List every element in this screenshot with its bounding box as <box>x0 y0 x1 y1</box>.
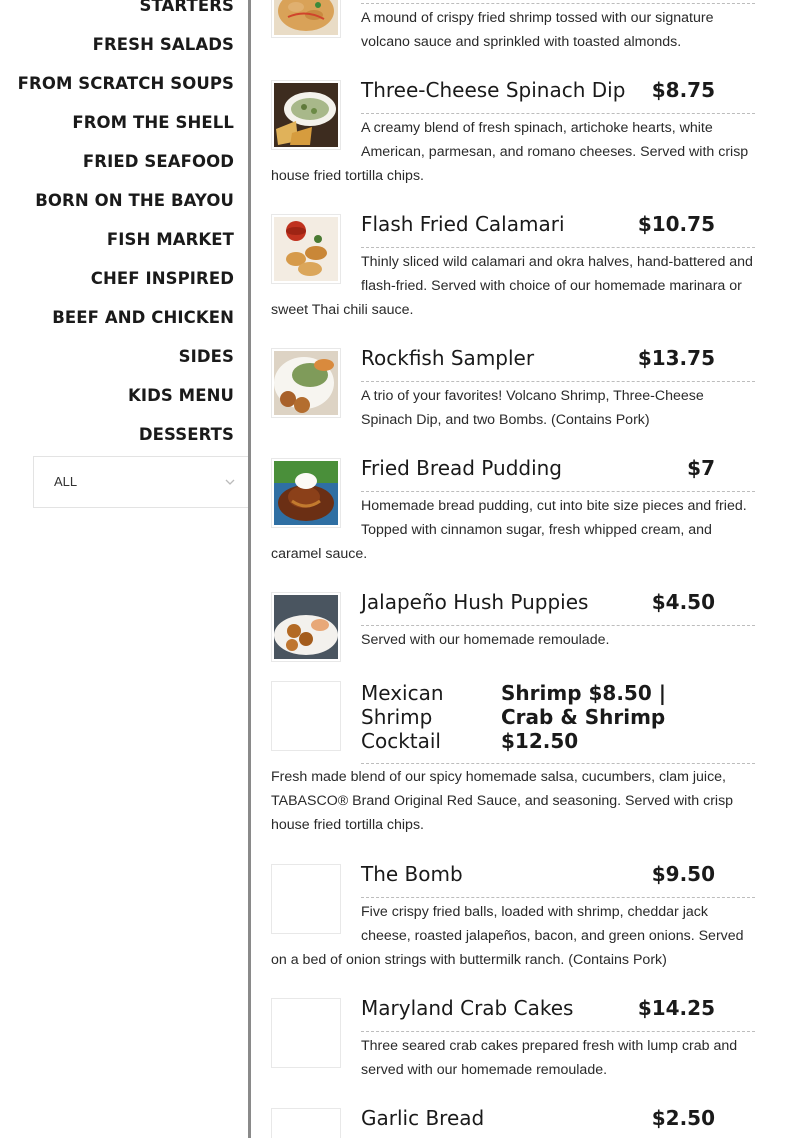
category-fish-market[interactable]: FISH MARKET <box>106 230 234 249</box>
item-price: $4.50 <box>651 590 715 614</box>
item-description: Five crispy fried balls, loaded with shrimp, cheddar jack cheese, roasted jalapeños, bacon, and green onions. Served on a bed of onion strings with buttermilk ranch. (Contains Pork) <box>271 904 744 968</box>
item-description: Thinly sliced wild calamari and okra halves, hand-battered and flash-fried. Served with choice of our homemade marinara or sweet Thai chili sauce. <box>271 254 753 318</box>
menu-item <box>271 348 755 444</box>
item-photo <box>271 681 341 751</box>
item-name: Jalapeño Hush Puppies <box>361 590 589 614</box>
menu-item <box>271 458 755 578</box>
category-from-the-shell[interactable]: FROM THE SHELL <box>72 113 234 132</box>
category-starters[interactable]: STARTERS <box>139 0 234 15</box>
item-price: $13.75 <box>637 346 715 370</box>
item-price: $14.25 <box>637 996 715 1020</box>
category-fried-seafood[interactable]: FRIED SEAFOOD <box>82 152 234 171</box>
item-name: Three-Cheese Spinach Dip <box>361 78 626 102</box>
item-name: Rockfish Sampler <box>361 346 535 370</box>
menu-item <box>271 80 755 200</box>
item-divider <box>361 3 755 4</box>
item-price: Shrimp $8.50 | Crab & Shrimp $12.50 <box>501 681 667 753</box>
category-kids-menu[interactable]: KIDS MENU <box>127 386 234 405</box>
item-name: Mexican Shrimp Cocktail <box>361 681 444 753</box>
item-divider <box>361 113 755 114</box>
sidebar-divider <box>248 0 251 1138</box>
item-description: A mound of crispy fried shrimp tossed with our signature volcano sauce and sprinkled with toasted almonds. <box>361 10 714 50</box>
item-price: $9.50 <box>651 862 715 886</box>
category-filter-value: ALL <box>54 474 78 489</box>
item-description: Fresh made blend of our spicy homemade salsa, cucumbers, clam juice, TABASCO® Brand Original Red Sauce, and seasoning. Served with crisp house fried tortilla chips. <box>271 769 734 833</box>
category-chef-inspired[interactable]: CHEF INSPIRED <box>90 269 234 288</box>
item-name: Garlic Bread <box>361 1108 485 1130</box>
category-beef-chicken[interactable]: BEEF AND CHICKEN <box>52 308 234 327</box>
item-divider <box>361 381 755 382</box>
category-filter-select[interactable] <box>33 456 249 508</box>
category-soups[interactable]: FROM SCRATCH SOUPS <box>17 74 234 93</box>
item-price: $2.50 <box>651 1108 715 1130</box>
item-description: Three seared crab cakes prepared fresh with lump crab and served with our homemade remoulade. <box>361 1038 738 1078</box>
item-divider <box>361 1031 755 1032</box>
item-price: $10.75 <box>637 212 715 236</box>
item-divider <box>361 247 755 248</box>
chevron-down-icon <box>224 476 236 488</box>
item-description: A trio of your favorites! Volcano Shrimp, Three-Cheese Spinach Dip, and two Bombs. (Contains Pork) <box>361 388 704 428</box>
item-divider <box>361 897 755 898</box>
menu-item <box>271 681 755 841</box>
category-sidebar <box>0 0 249 1138</box>
category-sides[interactable]: SIDES <box>178 347 234 366</box>
item-divider <box>361 763 755 764</box>
menu-item <box>271 214 755 334</box>
item-price: $8.75 <box>651 78 715 102</box>
item-photo <box>271 1108 341 1138</box>
menu-item <box>271 1108 755 1138</box>
menu-item <box>271 864 755 984</box>
item-description: A creamy blend of fresh spinach, artichoke hearts, white American, parmesan, and romano cheeses. Served with crisp house fried tortilla chips. <box>271 120 749 184</box>
menu-item <box>271 0 755 78</box>
menu-item <box>271 998 755 1094</box>
menu-item <box>271 592 755 664</box>
item-description: Served with our homemade remoulade. <box>361 632 610 648</box>
item-price: $7 <box>687 456 715 480</box>
item-name: Flash Fried Calamari <box>361 212 565 236</box>
item-divider <box>361 625 755 626</box>
item-name: Fried Bread Pudding <box>361 456 563 480</box>
category-born-on-bayou[interactable]: BORN ON THE BAYOU <box>35 191 234 210</box>
item-divider <box>361 491 755 492</box>
category-fresh-salads[interactable]: FRESH SALADS <box>92 35 234 54</box>
item-name: Maryland Crab Cakes <box>361 996 574 1020</box>
category-desserts[interactable]: DESSERTS <box>138 425 234 444</box>
item-description: Homemade bread pudding, cut into bite size pieces and fried. Topped with cinnamon sugar, fresh whipped cream, and caramel sauce. <box>271 498 747 562</box>
item-name: The Bomb <box>361 862 463 886</box>
